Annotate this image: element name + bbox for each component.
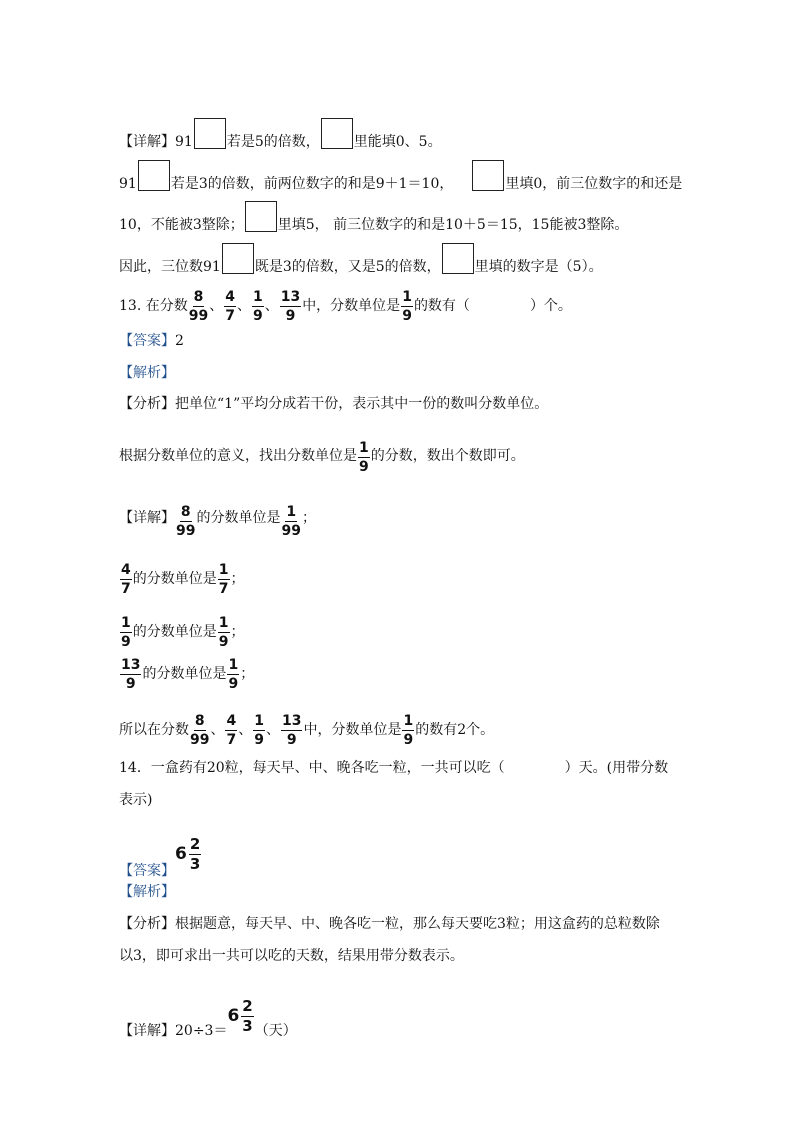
question-13: 13. 在分数 $\frac{8}{99}$ 、 $\frac{4}{7}$ 、 $\frac{1}{9}$ 、 $\frac{13}{9}$ 中，分数单位是 $\frac{1}{9}$ 的数有（ ）个。	[119, 288, 572, 324]
detail-14: 【详解】20÷3＝ 6 $\frac{2}{3}$ （天）	[119, 990, 297, 1057]
fraction: $\frac{13}{9}$	[121, 656, 141, 692]
detail-line-1: 【详解】91 若是5的倍数， 里能填0、5。	[119, 118, 442, 152]
blank-box	[442, 243, 474, 274]
blank-box	[472, 160, 504, 191]
fraction: $\frac{1}{9}$	[121, 614, 131, 650]
detail-line-4: 因此，三位数91 既是3的倍数，又是5的倍数， 里填的数字是（5）。	[119, 243, 603, 277]
fraction: $\frac{1}{9}$	[359, 440, 369, 475]
fraction: $\frac{1}{9}$	[402, 288, 412, 324]
detail-line-3: 10，不能被3整除； 里填5， 前三位数字的和是10＋5＝15，15能被3整除。	[119, 201, 628, 235]
question-14-line1: 14．一盒药有20粒，每天早、中、晚各吃一粒，一共可以吃（ ）天。(用带分数	[119, 760, 669, 776]
detail-label: 【详解】	[119, 134, 175, 150]
fraction: $\frac{1}{9}$	[252, 288, 263, 324]
fenxi-13-line2: 根据分数单位的意义，找出分数单位是 $\frac{1}{9}$ 的分数，数出个数即可。	[119, 440, 525, 475]
detail-13-line4: $\frac{13}{9}$ 的分数单位是 $\frac{1}{9}$ ；	[121, 656, 255, 692]
fenxi-13: 【分析】把单位“1”平均分成若干份，表示其中一份的数叫分数单位。	[119, 396, 549, 412]
fenxi-14-line2: 以3，即可求出一共可以吃的天数，结果用带分数表示。	[119, 948, 464, 964]
fraction: $\frac{4}{7}$	[121, 561, 131, 597]
detail-13-line2: $\frac{4}{7}$ 的分数单位是 $\frac{1}{7}$ ；	[121, 561, 245, 597]
fraction: $\frac{1}{7}$	[218, 561, 229, 597]
analysis-label: 【解析】	[119, 365, 175, 381]
answer-13: 【答案】2	[119, 333, 184, 349]
question-14-line2: 表示)	[119, 792, 153, 808]
detail-13-line3: $\frac{1}{9}$ 的分数单位是 $\frac{1}{9}$ ；	[121, 614, 245, 650]
fraction: $\frac{1}{9}$	[254, 712, 264, 748]
analysis-13	[119, 363, 175, 383]
fraction: $\frac{4}{7}$	[225, 288, 235, 324]
fraction: $\frac{1}{9}$	[228, 656, 239, 692]
mixed-number: 6 $\frac{2}{3}$	[227, 996, 253, 1035]
fraction: $\frac{8}{99}$	[190, 712, 210, 748]
analysis-label: 【解析】	[119, 884, 175, 900]
answer-label: 【答案】	[119, 333, 175, 349]
analysis-14	[119, 882, 175, 902]
mixed-number: 6 $\frac{2}{3}$	[175, 834, 201, 873]
detail-line-2: 91 若是3的倍数，前两位数字的和是9＋1＝10， 里填0，前三位数字的和还是	[119, 160, 682, 194]
fraction: $\frac{4}{7}$	[226, 712, 237, 748]
blank-box	[321, 118, 353, 149]
fraction: $\frac{8}{99}$	[188, 288, 209, 324]
fraction: $\frac{8}{99}$	[176, 504, 196, 539]
fraction: $\frac{13}{9}$	[281, 712, 302, 748]
fraction: $\frac{1}{99}$	[281, 504, 301, 539]
blank-box	[138, 160, 170, 191]
fraction: $\frac{1}{9}$	[403, 712, 414, 748]
blank-box	[194, 118, 226, 149]
fenxi-14-line1: 【分析】根据题意，每天早、中、晚各吃一粒，那么每天要吃3粒；用这盒药的总粒数除	[119, 916, 660, 932]
fraction: $\frac{13}{9}$	[280, 288, 301, 324]
blank-box	[245, 201, 277, 232]
detail-13-summary: 所以在分数 $\frac{8}{99}$ 、 $\frac{4}{7}$ 、 $\frac{1}{9}$ 、 $\frac{13}{9}$ 中，分数单位是 $\frac{1}{9}$ 的数有2个。	[119, 712, 495, 748]
blank-box	[222, 243, 254, 274]
fraction: $\frac{1}{9}$	[218, 614, 229, 650]
answer-label: 【答案】	[119, 863, 175, 879]
detail-13-line1: 【详解】 $\frac{8}{99}$ 的分数单位是 $\frac{1}{99}$ ；	[119, 504, 316, 539]
